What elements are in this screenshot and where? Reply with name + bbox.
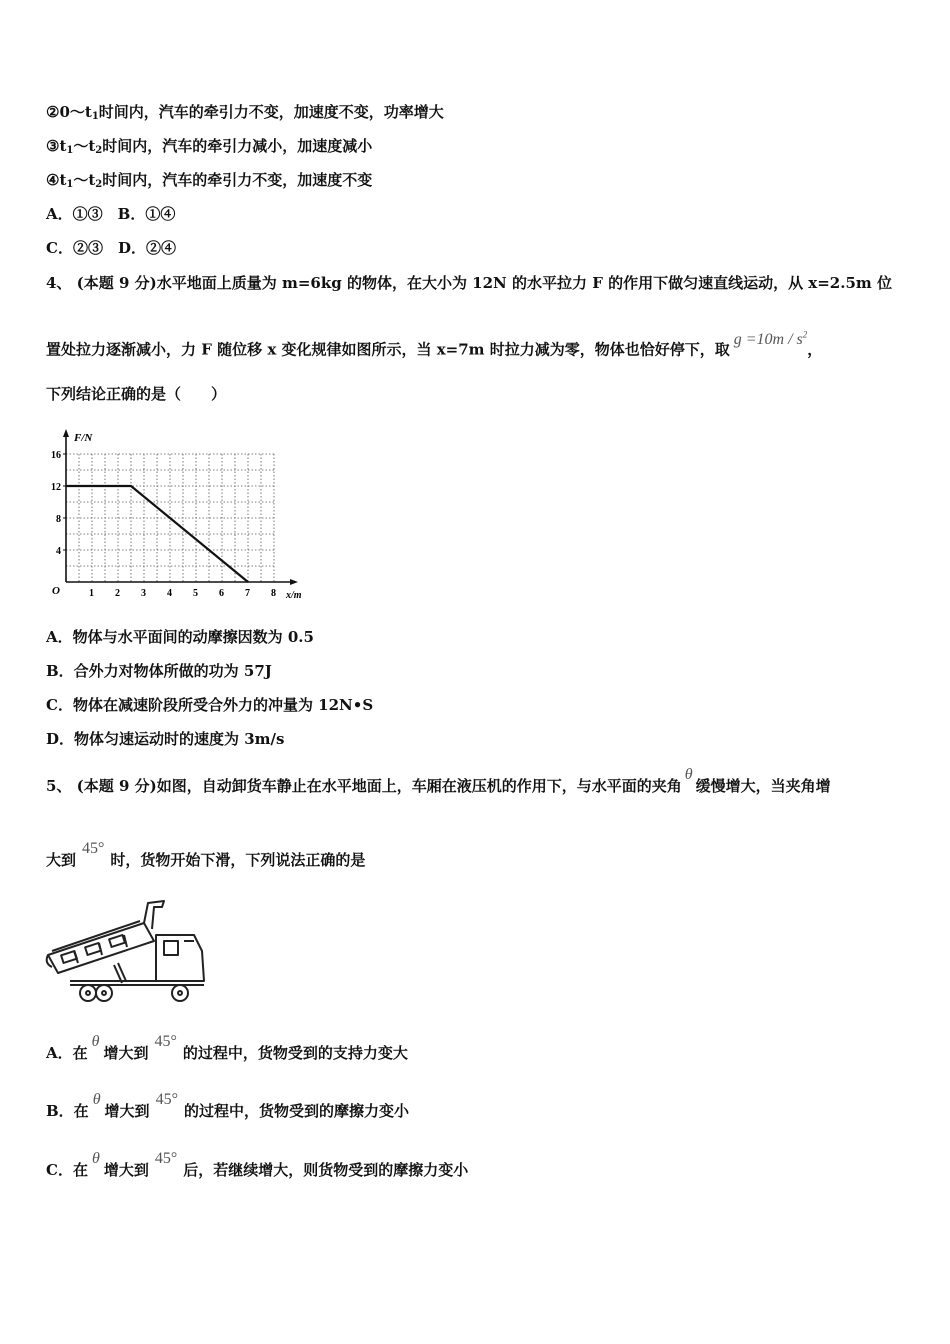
x-tick-label: 6: [219, 588, 224, 599]
q4-stem-line3: 下列结论正确的是（ ）: [46, 385, 227, 403]
y-tick-label: 16: [51, 450, 61, 461]
y-tick-label: 8: [56, 514, 61, 525]
dump-truck-icon: [44, 893, 212, 1005]
q3-option-2: $②0\sim t_1$时间内，汽车的牵引力不变，加速度不变，功率增大: [46, 103, 444, 122]
x-tick-label: 4: [167, 588, 172, 599]
origin-label: O: [52, 585, 60, 597]
x-tick-label: 7: [245, 588, 250, 599]
y-tick-label: 12: [51, 482, 61, 493]
x-tick-label: 8: [271, 588, 276, 599]
x-tick-label: 1: [89, 588, 94, 599]
x-tick-label: 5: [193, 588, 198, 599]
force-displacement-chart: [44, 425, 304, 605]
x-axis-arrow: [290, 579, 298, 585]
q4-option-b: B．合外力对物体所做的功为 57J: [46, 662, 272, 680]
q4-stem-line1: 4、 (本题 9 分)水平地面上质量为 m=6kg 的物体，在大小为 12N 的水平拉力 F 的作用下做匀速直线运动，从 x=2.5m 位: [46, 274, 892, 292]
q5-option-c: C．在θ增大到45°后，若继续增大，则货物受到的摩擦力变小: [46, 1150, 469, 1179]
q4-option-c: C．物体在减速阶段所受合外力的冲量为 12N•S: [46, 696, 374, 714]
q5-stem-line1: 5、 (本题 9 分)如图，自动卸货车静止在水平地面上，车厢在液压机的作用下，与水平面的夹角θ缓慢增大，当夹角增: [46, 766, 831, 795]
y-axis-arrow: [63, 429, 69, 437]
q3-choices-cd: C．②③ D．②④: [46, 239, 176, 257]
x-tick-label: 3: [141, 588, 146, 599]
q4-stem-line2: 置处拉力逐渐减小，力 F 随位移 x 变化规律如图所示，当 x=7m 时拉力减为零，物体也恰好停下，取$g =10m / s^2$，: [46, 330, 823, 359]
q5-option-a: A．在θ增大到45°的过程中，货物受到的支持力变大: [46, 1033, 408, 1062]
x-axis-label: x/m: [286, 590, 302, 601]
q4-option-d: D．物体匀速运动时的速度为 3m/s: [46, 730, 285, 748]
q3-option-3: $③t_1\sim t_2$时间内，汽车的牵引力减小，加速度减小: [46, 137, 373, 156]
y-axis-label: F/N: [74, 432, 93, 444]
q4-option-a: A．物体与水平面间的动摩擦因数为 0.5: [46, 628, 314, 646]
q5-stem-line2: 大到45°时，货物开始下滑，下列说法正确的是: [46, 840, 366, 869]
q3-option-4: $④t_1\sim t_2$时间内，汽车的牵引力不变，加速度不变: [46, 171, 373, 190]
q3-choices-ab: A．①③ B．①④: [46, 205, 176, 223]
y-tick-label: 4: [56, 546, 61, 557]
q5-option-b: B．在θ增大到45°的过程中，货物受到的摩擦力变小: [46, 1091, 409, 1120]
x-tick-label: 2: [115, 588, 120, 599]
